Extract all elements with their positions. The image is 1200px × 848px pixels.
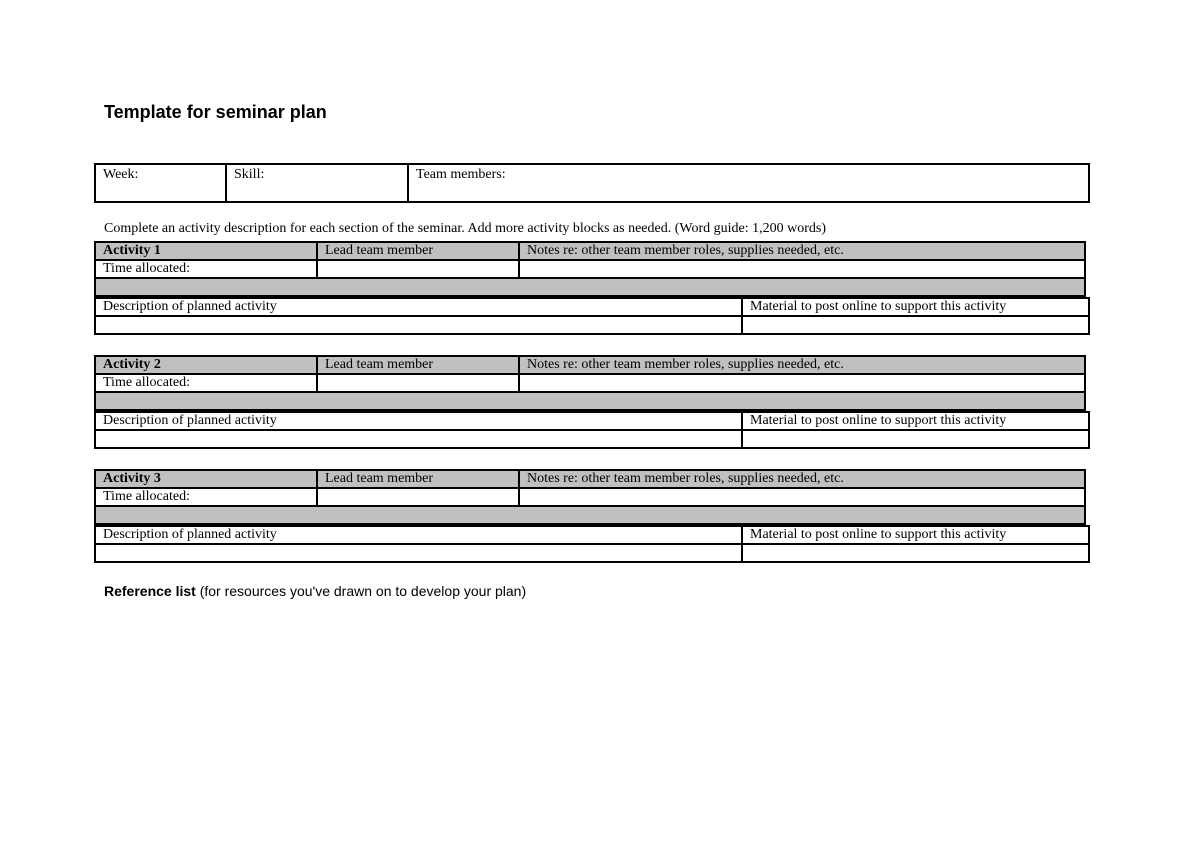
material-field[interactable]: [742, 316, 1089, 334]
description-field[interactable]: [95, 544, 742, 562]
description-label: Description of planned activity: [95, 526, 742, 544]
notes-field[interactable]: [519, 374, 1085, 392]
seminar-info-table: [94, 163, 1090, 203]
notes-label: Notes re: other team member roles, supplies needed, etc.: [519, 470, 1085, 488]
activity-title: Activity 1: [95, 242, 317, 260]
week-field[interactable]: Week:: [95, 164, 226, 202]
page-title: Template for seminar plan: [104, 102, 327, 122]
separator-row: [95, 278, 1085, 296]
activity-2-header-table: [94, 355, 1086, 411]
activity-title: Activity 3: [95, 470, 317, 488]
activity-title: Activity 2: [95, 356, 317, 374]
description-field[interactable]: [95, 430, 742, 448]
activity-2-detail-table: [94, 411, 1090, 449]
lead-team-member-label: Lead team member: [317, 242, 519, 260]
description-field[interactable]: [95, 316, 742, 334]
lead-team-member-field[interactable]: [317, 488, 519, 506]
time-allocated-field[interactable]: Time allocated:: [95, 260, 317, 278]
reference-list-note: (for resources you've drawn on to develop your plan): [195, 583, 527, 599]
notes-field[interactable]: [519, 488, 1085, 506]
notes-label: Notes re: other team member roles, supplies needed, etc.: [519, 242, 1085, 260]
material-field[interactable]: [742, 544, 1089, 562]
activity-1-detail-table: [94, 297, 1090, 335]
activity-3-header-table: [94, 469, 1086, 525]
notes-label: Notes re: other team member roles, supplies needed, etc.: [519, 356, 1085, 374]
time-allocated-field[interactable]: Time allocated:: [95, 488, 317, 506]
skill-field[interactable]: Skill:: [226, 164, 408, 202]
lead-team-member-field[interactable]: [317, 374, 519, 392]
material-label: Material to post online to support this activity: [742, 412, 1089, 430]
reference-list: [104, 583, 526, 599]
notes-field[interactable]: [519, 260, 1085, 278]
material-label: Material to post online to support this activity: [742, 526, 1089, 544]
separator-row: [95, 506, 1085, 524]
material-field[interactable]: [742, 430, 1089, 448]
separator-row: [95, 392, 1085, 410]
lead-team-member-label: Lead team member: [317, 470, 519, 488]
lead-team-member-label: Lead team member: [317, 356, 519, 374]
instructions-text: Complete an activity description for each section of the seminar. Add more activity blocks as needed. (Word guide: 1,200 words): [104, 221, 827, 236]
time-allocated-field[interactable]: Time allocated:: [95, 374, 317, 392]
description-label: Description of planned activity: [95, 412, 742, 430]
lead-team-member-field[interactable]: [317, 260, 519, 278]
activity-1-header-table: [94, 241, 1086, 297]
description-label: Description of planned activity: [95, 298, 742, 316]
activity-3-detail-table: [94, 525, 1090, 563]
material-label: Material to post online to support this activity: [742, 298, 1089, 316]
reference-list-label: Reference list: [104, 583, 196, 599]
team-members-field[interactable]: Team members:: [408, 164, 1089, 202]
